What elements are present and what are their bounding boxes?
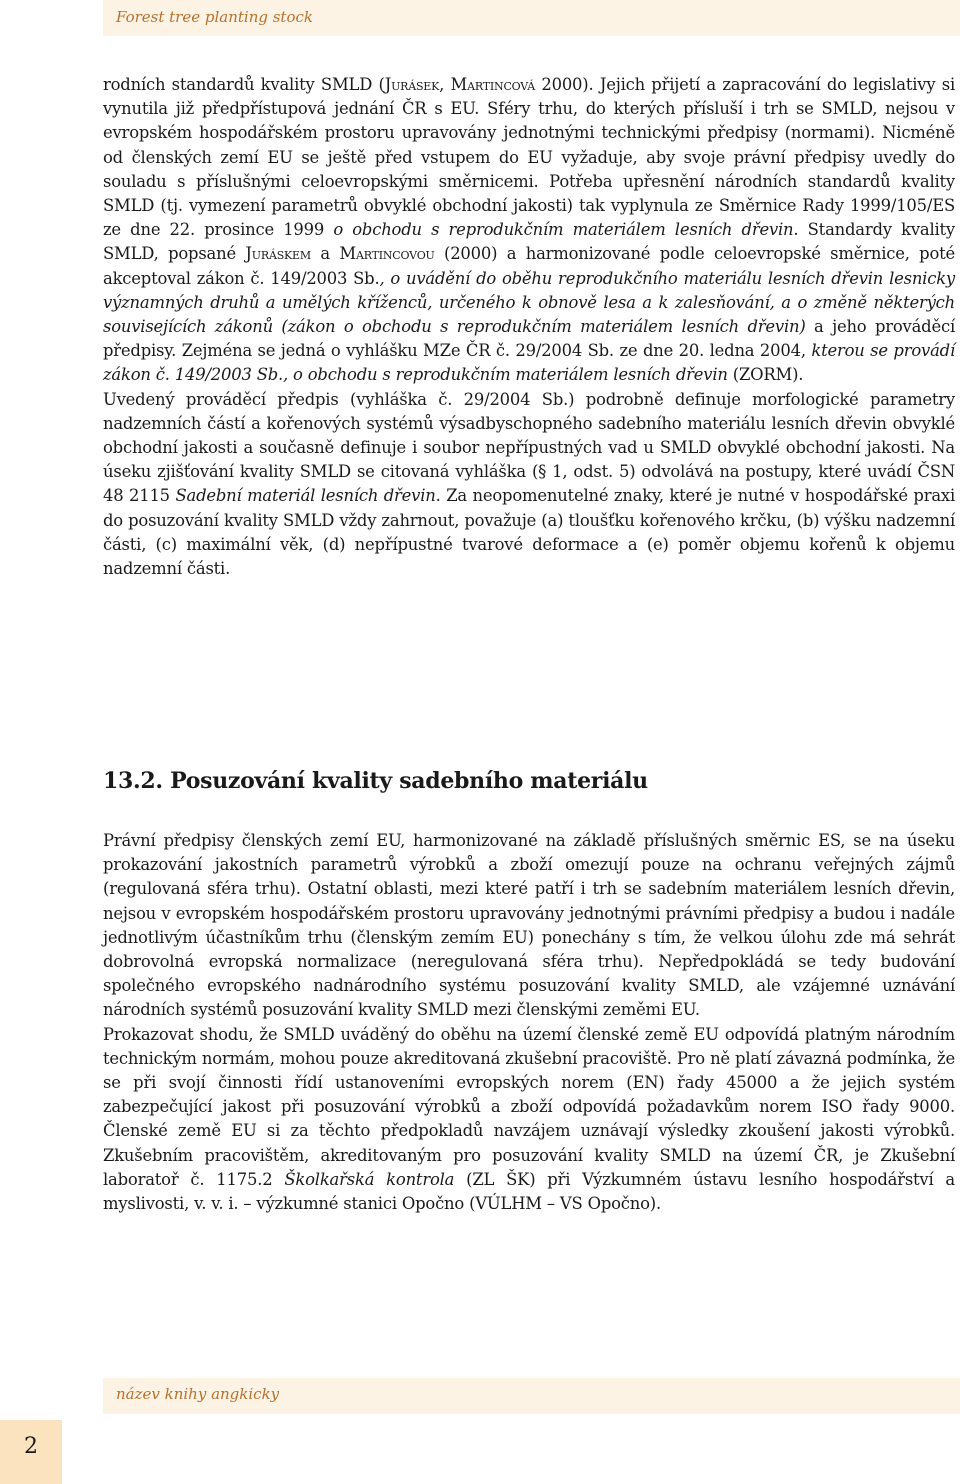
- paragraph-1: rodních standardů kvality SMLD (Jurásek, Martincová 2000). Jejich přijetí a zapracování do legislativy si vynutila již předpřístupová jednání ČR s EU. Sféry trhu, do kterých přísluší i trh se SMLD, nejsou v evropském hospodářském prostoru upravovány jednotnými technickými předpisy (normami). Nicméně od členských zemí EU se ještě před vstupem do EU vyžaduje, aby svoje právní předpisy uvedly do souladu s příslušnými celoevropskými směrnicemi. Potřeba upřesnění národních standardů kvality SMLD (tj. vymezení parametrů obvyklé obchodní jakosti) tak vyplynula ze Směrnice Rady 1999/105/ES ze dne 22. prosince 1999 o obchodu s reprodukčním materiálem lesních dřevin. Standardy kvality SMLD, popsané Juráskem a Martincovou (2000) a harmonizované podle celoevropské směrnice, poté akceptoval zákon č. 149/2003 Sb., o uvádění do oběhu reprodukčního materiálu lesních dřevin lesnicky významných druhů a umělých kříženců, určeného k obnově lesa a k zalesňování, a o změně některých souvisejících zákonů (zákon o obchodu s reprodukčním materiálem lesních dřevin) a jeho prováděcí předpisy. Zejména se jedná o vyhlášku MZe ČR č. 29/2004 Sb. ze dne 20. ledna 2004, kterou se provádí zákon č. 149/2003 Sb., o obchodu s reprodukčním materiálem lesních dřevin (ZORM).: [103, 75, 956, 385]
- body-text-section-2: [103, 829, 955, 1216]
- author-name: Juráskem: [245, 244, 311, 264]
- running-header-title: Forest tree planting stock: [116, 8, 313, 26]
- italic-citation: Školkařská kontrola: [284, 1169, 455, 1189]
- author-name: Jurásek: [384, 75, 440, 94]
- body-text-section-1: [103, 73, 955, 581]
- paragraph-2: Uvedený prováděcí předpis (vyhláška č. 29/2004 Sb.) podrobně definuje morfologické parametry nadzemních částí a kořenových systémů výsadbyschopného sadebního materiálu lesních dřevin obvyklé obchodní jakosti a současně definuje i soubor nepřípustných vad u SMLD obvyklé obchodní jakosti. Na úseku zjišťování kvality SMLD se citovaná vyhláška (§ 1, odst. 5) odvolává na postupy, které uvádí ČSN 48 2115 Sadební materiál lesních dřevin. Za neopomenutelné znaky, které je nutné v hospodářské praxi do posuzování kvality SMLD vždy zahrnout, považuje (a) tloušťku kořenového krčku, (b) výšku nadzemní části, (c) maximální věk, (d) nepřípustné tvarové deformace a (e) poměr objemu kořenů k objemu nadzemní části.: [103, 389, 955, 579]
- paragraph-4: Prokazovat shodu, že SMLD uváděný do oběhu na území členské země EU odpovídá platným národním technickým normám, mohou pouze akreditovaná zkušební pracoviště. Pro ně platí závazná podmínka, že se při svojí činnosti řídí ustanoveními evropských norem (EN) řady 45000 a že jejich systém zabezpečující jakost při posuzování výrobků a zboží odpovídá požadavkům norem ISO řady 9000. Členské země EU si za těchto předpokladů navzájem uznávají výsledky zkoušení jakosti výrobků. Zkušebním pracovištěm, akreditovaným pro posuzování kvality SMLD na území ČR, je Zkušební laboratoř č. 1175.2 Školkařská kontrola (ZL ŠK) při Výzkumném ústavu lesního hospodářství a myslivosti, v. v. i. – výzkumné stanici Opočno (VÚLHM – VS Opočno).: [103, 1024, 955, 1214]
- author-name: Martincovou: [339, 244, 435, 264]
- italic-citation: , o uvádění do oběhu reprodukčního materiálu lesních dřevin lesnicky významných druhů a umělých kříženců, určeného k obnově lesa a k zalesňování, a o změně některých souvisejících zákonů (zákon o obchodu s reprodukčním materiálem lesních dřevin): [103, 268, 955, 337]
- italic-citation: kterou se provádí zákon č. 149/2003 Sb., o obchodu s reprodukčním materiálem lesních dřevin: [103, 341, 955, 385]
- running-footer-title: název knihy angkicky: [116, 1385, 280, 1403]
- page-number: 2: [24, 1434, 38, 1459]
- italic-citation: Sadební materiál lesních dřevin: [175, 486, 436, 506]
- section-heading: 13.2. Posuzování kvality sadebního materiálu: [103, 768, 648, 794]
- italic-citation: o obchodu s reprodukčním materiálem lesních dřevin: [333, 220, 794, 240]
- author-name: Martincová: [450, 75, 536, 94]
- paragraph-3: Právní předpisy členských zemí EU, harmonizované na základě příslušných směrnic ES, se na úseku prokazování jakostních parametrů výrobků a zboží omezují pouze na ochranu veřejných zájmů (regulovaná sféra trhu). Ostatní oblasti, mezi které patří i trh se sadebním materiálem lesních dřevin, nejsou v evropském hospodářském prostoru upravovány jednotnými právními předpisy a budou i nadále jednotlivým účastníkům trhu (členským zemím EU) ponechány s tím, že velkou úlohu zde má sehrát dobrovolná evropská normalizace (neregulovaná sféra trhu). Nepředpokládá se tedy budování společného evropského nadnárodního systému posuzování kvality SMLD, ale vzájemné uznávání národních systémů posuzování kvality SMLD mezi členskými zeměmi EU.: [103, 831, 955, 1020]
